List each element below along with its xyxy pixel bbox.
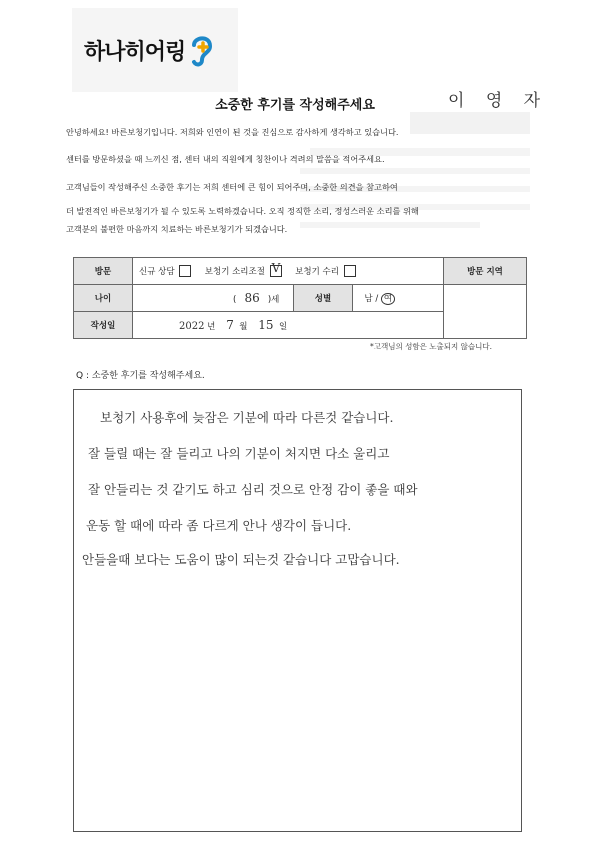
handwritten-line: 운동 할 때에 따라 좀 다르게 안나 생각이 듭니다. [86,518,352,533]
handwritten-line: 보청기 사용후에 늦잠은 기분에 따라 다른것 같습니다. [100,410,394,425]
brand-logo-text: 하나히어링 [84,39,186,65]
hearing-ear-icon [188,33,214,67]
answer-textarea[interactable] [73,389,522,832]
age-value: 86 [244,291,260,305]
date-field[interactable] [133,312,444,339]
date-month: 7 [226,318,234,332]
visit-options [133,258,444,285]
date-label: 작성일 [74,312,133,339]
region-label: 방문 지역 [444,258,527,285]
intro-line: 안녕하세요! 바른보청기입니다. 저희와 인연이 된 것을 진심으로 감사하게 생각하고 있습니다. [66,127,399,137]
intro-line: 더 발전적인 바른보청기가 될 수 있도록 노력하겠습니다. 오직 정직한 소리, 정성스러운 소리를 위해 [66,206,419,216]
privacy-note: *고객님의 성함은 노출되지 않습니다. [370,342,492,351]
visit-label: 방문 [74,258,133,285]
gender-label: 성별 [294,285,353,312]
visit-info-table [73,257,527,339]
option-adjust-checkbox[interactable] [270,261,282,277]
date-day: 15 [258,318,274,332]
intro-line: 센터를 방문하셨을 때 느끼신 점, 센터 내의 직원에게 칭찬이나 격려의 말씀을 적어주세요. [66,154,385,164]
day-unit: 일 [278,322,288,332]
question-label: Q : 소중한 후기를 작성해주세요. [76,371,205,381]
page-title: 소중한 후기를 작성해주세요 [215,98,375,113]
month-unit: 월 [239,322,248,332]
checkmark: V [271,261,281,276]
handwritten-line: 잘 들릴 때는 잘 들리고 나의 기분이 처지면 다소 울리고 [88,446,390,461]
date-year: 2022 [179,321,205,332]
year-unit: 년 [207,322,216,332]
gender-female: 여 [381,293,395,305]
age-paren-close: ) [267,295,272,305]
option-new-label: 신규 상담 [139,266,175,277]
option-repair-label: 보청기 수리 [295,266,339,277]
age-unit: 세 [271,295,280,305]
brand-logo [72,8,238,92]
option-adjust-label: 보청기 소리조절 [204,266,265,277]
intro-line: 고객님들이 작성해주신 소중한 후기는 저희 센터에 큰 힘이 되어주며, 소중한 의견을 참고하여 [66,182,398,192]
region-field[interactable] [444,285,527,339]
intro-line: 고객분의 불편한 마음까지 치료하는 바른보청기가 되겠습니다. [66,224,288,234]
handwritten-name: 이 영 자 [448,91,549,111]
gender-separator: / [375,294,379,304]
option-new-checkbox[interactable] [179,265,191,277]
age-field[interactable] [133,285,294,312]
handwritten-line: 안들을때 보다는 도움이 많이 되는것 같습니다 고맙습니다. [82,552,400,567]
age-paren-open: ( [233,295,237,305]
gender-male: 남 [364,294,373,304]
option-repair-checkbox[interactable] [344,265,356,277]
age-label: 나이 [74,285,133,312]
gender-field[interactable] [353,285,444,312]
handwritten-line: 잘 안들리는 것 같기도 하고 심리 것으로 안정 감이 좋을 때와 [88,482,418,497]
